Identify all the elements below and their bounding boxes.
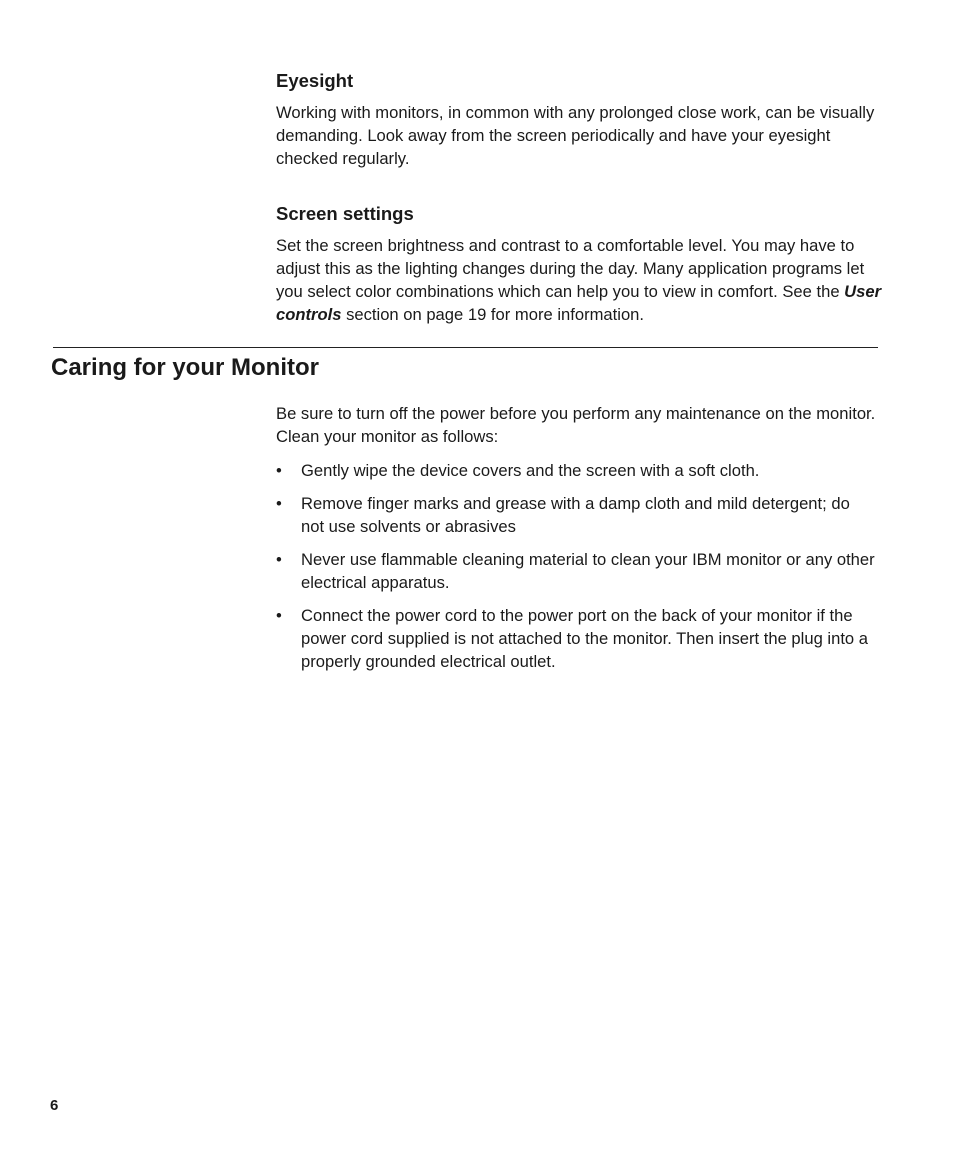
list-item [276, 604, 876, 673]
list-item-text: Connect the power cord to the power port on the back of your monitor if the power cord supplied is not attached to the monitor. Then insert the plug into a properly grounded electrical outlet. [301, 606, 868, 671]
caring-intro: Be sure to turn off the power before you perform any maintenance on the monitor. Clean your monitor as follows: [276, 404, 876, 446]
screen-settings-heading: Screen settings [276, 203, 414, 224]
section-divider [53, 347, 878, 348]
eyesight-heading: Eyesight [276, 70, 354, 91]
screen-settings-text-start: Set the screen brightness and contrast to a comfortable level. You may have to adjust this as the lighting changes during the day. Many application programs let you select color combinations which can help you to view in comfort. See the [276, 236, 865, 301]
bullet-icon: • [276, 550, 282, 569]
page-number: 6 [50, 1097, 59, 1114]
screen-settings-text-end: section on page 19 for more information. [341, 305, 645, 324]
eyesight-paragraph: Working with monitors, in common with any prolonged close work, can be visually demanding. Look away from the screen periodically and have your eyesight checked regularly. [276, 103, 875, 168]
bullet-icon: • [276, 606, 282, 625]
bullet-icon: • [276, 494, 282, 513]
screen-settings-paragraph [276, 234, 886, 326]
cleaning-instructions-list [276, 459, 876, 683]
list-item [276, 459, 876, 482]
list-item [276, 492, 876, 538]
list-item-text: Gently wipe the device covers and the screen with a soft cloth. [301, 461, 760, 480]
user-controls-reference: User controls [276, 282, 882, 324]
list-item-text: Remove finger marks and grease with a damp cloth and mild detergent; do not use solvents or abrasives [301, 494, 850, 536]
list-item [276, 548, 876, 594]
list-item-text: Never use flammable cleaning material to clean your IBM monitor or any other electrical apparatus. [301, 550, 875, 592]
bullet-icon: • [276, 461, 282, 480]
caring-heading: Caring for your Monitor [51, 354, 319, 381]
